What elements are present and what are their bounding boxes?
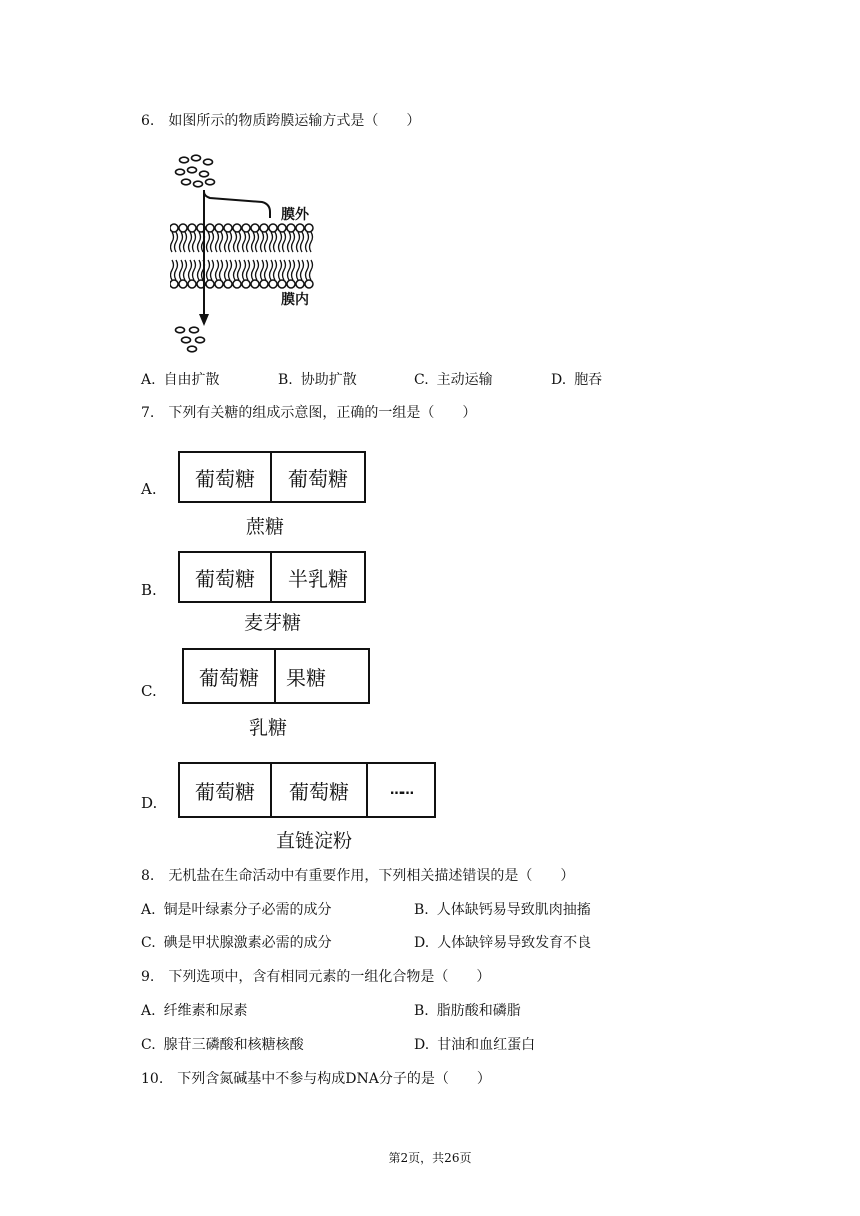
phospholipid-tail	[283, 232, 286, 252]
phospholipid-tail	[310, 260, 313, 280]
option-letter: B.	[414, 902, 429, 918]
phospholipid-head	[305, 280, 313, 288]
phospholipid-head	[242, 280, 250, 288]
phospholipid-head	[206, 224, 214, 232]
phospholipid-head	[287, 224, 295, 232]
q7-option-a-caption: 蔗糖	[246, 516, 285, 538]
option-letter: A.	[141, 1003, 156, 1019]
q8-option-a[interactable]	[141, 900, 332, 920]
option-text: 人体缺锌易导致发育不良	[437, 935, 592, 951]
phospholipid-head	[269, 280, 277, 288]
phospholipid-tail	[184, 232, 187, 252]
question-9	[141, 967, 490, 987]
q9-option-a[interactable]	[141, 1001, 248, 1021]
phospholipid-tail	[297, 260, 300, 280]
phospholipid-tail	[261, 232, 264, 252]
phospholipid-tail	[252, 232, 255, 252]
question-stem: 无机盐在生命活动中有重要作用，下列相关描述错误的是（ ）	[168, 868, 575, 884]
q7-option-a-diagram[interactable]	[178, 451, 366, 503]
phospholipid-tail	[225, 260, 228, 280]
phospholipid-tail	[256, 232, 259, 252]
phospholipid-head	[242, 224, 250, 232]
question-number: 10.	[141, 1071, 164, 1087]
phospholipid-tail	[301, 260, 304, 280]
phospholipid-head	[269, 224, 277, 232]
phospholipid-head	[188, 280, 196, 288]
phospholipid-tail	[207, 260, 210, 280]
phospholipid-tail	[310, 232, 313, 252]
option-text: 自由扩散	[163, 372, 220, 388]
phospholipid-tail	[274, 232, 277, 252]
phospholipid-tail	[256, 260, 259, 280]
phospholipid-head	[278, 280, 286, 288]
phospholipid-head	[170, 224, 178, 232]
q6-option-b[interactable]	[278, 370, 357, 390]
phospholipid-head	[206, 280, 214, 288]
phospholipid-head	[251, 280, 259, 288]
phospholipid-tail	[306, 260, 309, 280]
phospholipid-tail	[171, 232, 174, 252]
sugar-cell-ellipsis: ……	[366, 764, 434, 816]
sugar-cell: 葡萄糖	[195, 566, 255, 591]
phospholipid-tail	[193, 232, 196, 252]
phospholipid-head	[251, 224, 259, 232]
phospholipid-head	[224, 224, 232, 232]
phospholipid-tail	[180, 260, 183, 280]
q7-option-b-letter[interactable]: B.	[141, 581, 157, 599]
phospholipid-tail	[234, 260, 237, 280]
q6-option-a[interactable]	[141, 370, 220, 390]
q6-option-d[interactable]	[551, 370, 602, 390]
phospholipid-tail	[229, 260, 232, 280]
q7-option-d-caption: 直链淀粉	[276, 830, 353, 852]
phospholipid-head	[188, 224, 196, 232]
q7-option-c-letter[interactable]: C.	[141, 682, 157, 700]
question-number: 8.	[141, 868, 155, 884]
option-text: 主动运输	[436, 372, 493, 388]
option-letter: A.	[141, 372, 156, 388]
phospholipid-tail	[189, 232, 192, 252]
phospholipid-head	[296, 224, 304, 232]
option-text: 碘是甲状腺激素必需的成分	[163, 935, 332, 951]
phospholipid-tail	[252, 260, 255, 280]
option-letter: A.	[141, 902, 156, 918]
phospholipid-tail	[274, 260, 277, 280]
phospholipid-tail	[207, 232, 210, 252]
phospholipid-tail	[216, 232, 219, 252]
option-letter: D.	[414, 935, 430, 951]
molecules-outside	[176, 155, 215, 187]
option-letter: C.	[414, 372, 429, 388]
phospholipid-tail	[184, 260, 187, 280]
phospholipid-tail	[283, 260, 286, 280]
phospholipid-head	[287, 280, 295, 288]
q9-option-c[interactable]	[141, 1035, 304, 1055]
phospholipid-tail	[288, 232, 291, 252]
page-footer: 第2页，共26页	[388, 1151, 472, 1165]
molecules-inside	[176, 327, 205, 352]
sugar-cell: 葡萄糖	[199, 665, 259, 690]
q8-option-d[interactable]	[414, 933, 591, 953]
question-stem: 下列有关糖的组成示意图，正确的一组是（ ）	[168, 405, 477, 421]
phospholipid-tail	[225, 232, 228, 252]
sugar-cell: 葡萄糖	[270, 764, 366, 816]
phospholipid-head	[215, 224, 223, 232]
sugar-cell: 葡萄糖	[270, 453, 364, 501]
outside-label: 膜外	[281, 207, 309, 223]
phospholipid-tail	[279, 260, 282, 280]
lipid-bilayer	[170, 224, 313, 288]
phospholipid-head	[278, 224, 286, 232]
q7-option-d-diagram[interactable]	[178, 762, 436, 818]
phospholipid-tail	[211, 260, 214, 280]
phospholipid-tail	[175, 260, 178, 280]
option-text: 脂肪酸和磷脂	[436, 1003, 521, 1019]
sugar-cell: 半乳糖	[270, 553, 364, 601]
phospholipid-tail	[306, 232, 309, 252]
phospholipid-tail	[243, 232, 246, 252]
q7-option-b-diagram[interactable]	[178, 551, 366, 603]
phospholipid-tail	[198, 232, 201, 252]
phospholipid-tail	[292, 232, 295, 252]
q7-option-c-diagram[interactable]	[182, 648, 370, 704]
sugar-cell: 果糖	[274, 650, 368, 702]
option-text: 协助扩散	[300, 372, 357, 388]
q6-option-c[interactable]	[414, 370, 493, 390]
phospholipid-tail	[279, 232, 282, 252]
phospholipid-head	[260, 280, 268, 288]
phospholipid-tail	[288, 260, 291, 280]
option-letter: C.	[141, 1037, 156, 1053]
phospholipid-tail	[216, 260, 219, 280]
option-text: 胞吞	[574, 372, 603, 388]
option-letter: C.	[141, 935, 156, 951]
phospholipid-tail	[175, 232, 178, 252]
option-text: 甘油和血红蛋白	[437, 1037, 536, 1053]
phospholipid-tail	[247, 232, 250, 252]
option-text: 腺苷三磷酸和核糖核酸	[163, 1037, 304, 1053]
phospholipid-tail	[193, 260, 196, 280]
question-number: 6.	[141, 113, 155, 129]
question-7	[141, 403, 476, 423]
phospholipid-tail	[261, 260, 264, 280]
inside-label: 膜内	[281, 292, 309, 308]
question-stem: 如图所示的物质跨膜运输方式是（ ）	[168, 113, 421, 129]
question-stem: 下列含氮碱基中不参与构成DNA分子的是（ ）	[177, 1071, 491, 1087]
q7-option-d-letter[interactable]: D.	[141, 794, 158, 812]
option-letter: D.	[551, 372, 567, 388]
phospholipid-tail	[211, 232, 214, 252]
phospholipid-tail	[243, 260, 246, 280]
phospholipid-tail	[297, 232, 300, 252]
q8-option-b[interactable]	[414, 900, 591, 920]
transport-arrow-head	[199, 314, 209, 326]
phospholipid-tail	[265, 260, 268, 280]
membrane-transport-figure	[170, 150, 345, 360]
option-letter: D.	[414, 1037, 430, 1053]
phospholipid-head	[233, 280, 241, 288]
phospholipid-tail	[238, 260, 241, 280]
question-8	[141, 866, 574, 886]
q7-option-c-caption: 乳糖	[249, 717, 288, 739]
option-text: 纤维素和尿素	[163, 1003, 248, 1019]
phospholipid-tail	[189, 260, 192, 280]
q8-option-c[interactable]	[141, 933, 332, 953]
phospholipid-tail	[198, 260, 201, 280]
phospholipid-tail	[234, 232, 237, 252]
question-6	[141, 111, 420, 131]
option-letter: B.	[414, 1003, 429, 1019]
phospholipid-tail	[265, 232, 268, 252]
phospholipid-tail	[270, 260, 273, 280]
question-number: 9.	[141, 969, 155, 985]
q7-option-a-letter[interactable]: A.	[141, 480, 157, 498]
question-number: 7.	[141, 405, 155, 421]
q9-option-d[interactable]	[414, 1035, 535, 1055]
option-letter: B.	[278, 372, 293, 388]
phospholipid-tail	[171, 260, 174, 280]
question-10	[141, 1069, 491, 1089]
phospholipid-tail	[180, 232, 183, 252]
phospholipid-tail	[220, 260, 223, 280]
phospholipid-tail	[247, 260, 250, 280]
phospholipid-head	[170, 280, 178, 288]
phospholipid-tail	[238, 232, 241, 252]
phospholipid-head	[215, 280, 223, 288]
phospholipid-head	[296, 280, 304, 288]
phospholipid-tail	[220, 232, 223, 252]
phospholipid-head	[260, 224, 268, 232]
phospholipid-tail	[229, 232, 232, 252]
phospholipid-head	[179, 224, 187, 232]
option-text: 人体缺钙易导致肌肉抽搐	[436, 902, 591, 918]
phospholipid-tail	[270, 232, 273, 252]
phospholipid-tail	[301, 232, 304, 252]
option-text: 铜是叶绿素分子必需的成分	[163, 902, 332, 918]
phospholipid-head	[224, 280, 232, 288]
phospholipid-head	[233, 224, 241, 232]
sugar-cell: 葡萄糖	[195, 779, 255, 804]
phospholipid-tail	[292, 260, 295, 280]
phospholipid-head	[305, 224, 313, 232]
q9-option-b[interactable]	[414, 1001, 521, 1021]
question-stem: 下列选项中，含有相同元素的一组化合物是（ ）	[168, 969, 491, 985]
phospholipid-head	[179, 280, 187, 288]
q7-option-b-caption: 麦芽糖	[244, 612, 302, 634]
sugar-cell: 葡萄糖	[195, 466, 255, 491]
